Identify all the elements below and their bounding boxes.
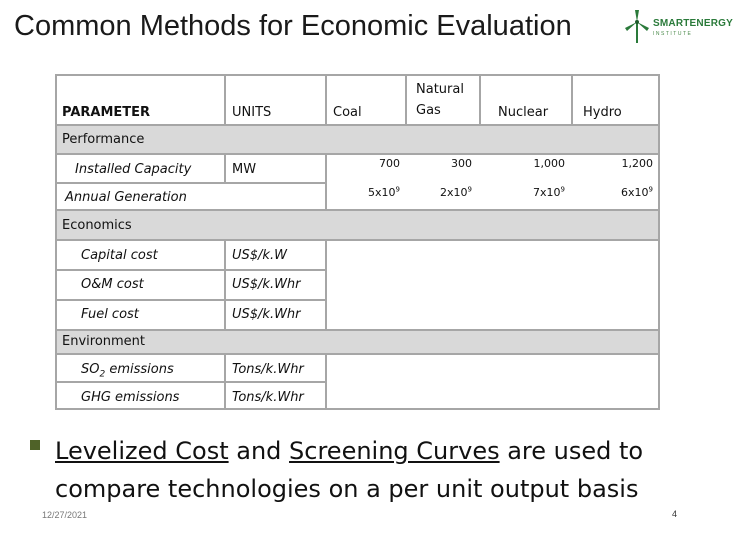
economics-values-block [327,241,658,329]
row-om-cost-label-cell [57,271,224,299]
installed-capacity-nuclear: 1,000 [533,157,565,170]
levelized-cost-term: Levelized Cost [55,437,229,465]
installed-capacity-hydro: 1,200 [621,157,653,170]
bullet-text: Levelized Cost and Screening Curves are used to compare technologies on a per unit output basis [55,437,644,503]
logo-subtitle: INSTITUTE [653,31,693,37]
annual-generation-label: Annual Generation [65,190,187,205]
installed-capacity-gas: 300 [451,157,472,170]
row-fuel-cost-label-cell [57,301,224,329]
header-gas-line1: Natural [416,82,464,97]
fuel-cost-label: Fuel cost [81,307,139,322]
footer-date: 12/27/2021 [42,510,88,520]
row-capital-cost-unit-cell [226,241,325,269]
header-parameter-cell [57,76,224,124]
row-so2-label-cell [57,355,224,381]
installed-capacity-unit: MW [232,162,257,177]
header-units-cell [226,76,325,124]
ghg-emissions-unit: Tons/k.Whr [232,390,304,405]
header-hydro: Hydro [583,105,622,120]
header-parameter: PARAMETER [62,105,151,120]
so2-emissions-unit: Tons/k.Whr [232,362,304,377]
row-capital-cost-label-cell [57,241,224,269]
so2-emissions-label: $SO_2$ emissions [81,362,174,380]
header-hydro-cell [573,76,658,124]
row-ghg-unit-cell [226,383,325,408]
annual-generation-hydro: $6x10^9$ [621,185,653,199]
row-annual-generation-label-cell [57,184,325,209]
logo-name: SMARTENERGY [653,18,733,29]
wind-turbine-logo-icon [623,10,651,44]
fuel-cost-unit: US$/k.Whr [232,307,301,322]
section-environment [57,331,658,353]
section-performance [57,126,658,153]
smart-energy-logo [623,10,733,44]
row-ghg-label-cell [57,383,224,408]
square-bullet-icon [30,440,40,450]
installed-capacity-label: Installed Capacity [75,162,192,177]
screening-curves-term: Screening Curves [289,437,500,465]
slide-title: Common Methods for Economic Evaluation [14,10,572,42]
values-block [327,155,658,209]
section-environment-label: Environment [62,334,146,349]
section-economics-label: Economics [62,218,132,233]
header-units: UNITS [232,105,272,120]
row-installed-capacity-label-cell [57,155,224,182]
row-so2-unit-cell [226,355,325,381]
installed-capacity-coal: 700 [379,157,400,170]
row-om-cost-unit-cell [226,271,325,299]
row-fuel-cost-unit-cell [226,301,325,329]
evaluation-table [55,74,660,410]
bullet-line2: compare technologies on a per unit output basis [55,475,639,503]
row-installed-capacity-unit-cell [226,155,325,182]
section-performance-label: Performance [62,132,145,147]
om-cost-label: O&M cost [81,277,144,292]
page-number: 4 [672,509,678,519]
section-economics [57,211,658,239]
annual-generation-gas: $2x10^9$ [440,185,472,199]
header-coal: Coal [333,105,362,120]
capital-cost-label: Capital cost [81,248,158,263]
ghg-emissions-label: GHG emissions [81,390,180,405]
header-nuclear-cell [481,76,571,124]
om-cost-unit: US$/k.Whr [232,277,301,292]
header-coal-cell [327,76,405,124]
environment-values-block [327,355,658,408]
annual-generation-nuclear: $7x10^9$ [533,185,565,199]
header-gas-cell [407,76,479,124]
header-nuclear: Nuclear [498,105,549,120]
header-gas-line2: Gas [416,103,441,118]
capital-cost-unit: US$/k.W [232,248,287,263]
annual-generation-coal: $5x10^9$ [368,185,400,199]
